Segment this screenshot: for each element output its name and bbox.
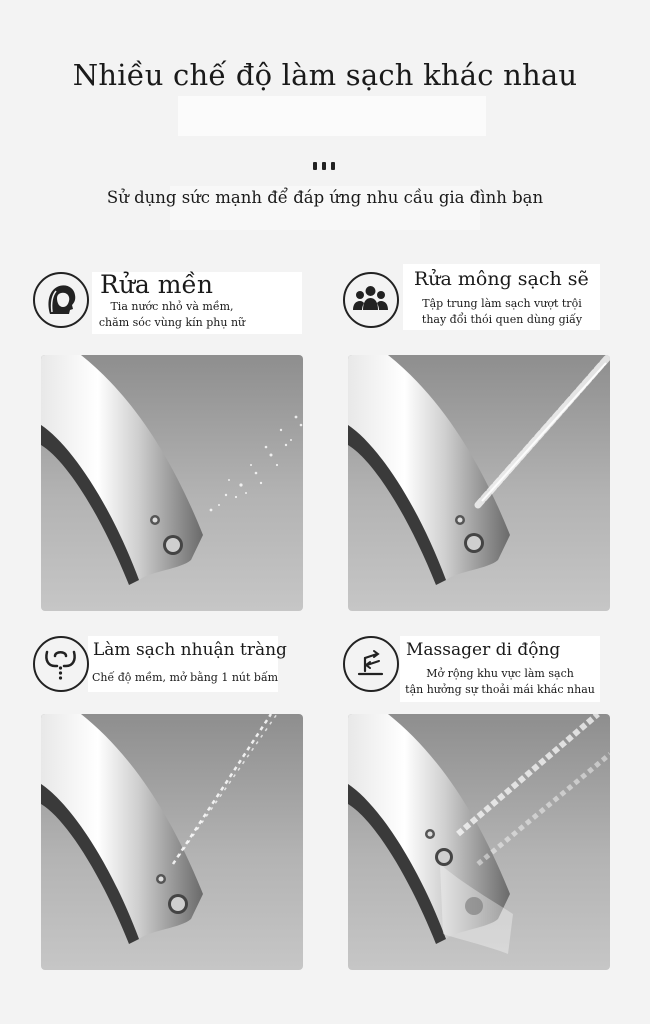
page-title: Nhiều chế độ làm sạch khác nhau (72, 58, 578, 92)
colon-icon (33, 636, 89, 692)
mode-description-line: tận hưởng sự thoải mái khác nhau (405, 683, 595, 696)
mode-title: Rửa mông sạch sẽ (414, 268, 589, 290)
page-subtitle: Sử dụng sức mạnh để đáp ứng nhu cầu gia đình bạn (106, 188, 544, 207)
family-group-icon (343, 272, 399, 328)
mode-description-line: chăm sóc vùng kín phụ nữ (98, 316, 246, 329)
mode-description-line: Mở rộng khu vực làm sạch (426, 667, 574, 680)
faucet-oscillating-spray-photo (348, 714, 610, 970)
faucet-pulse-stream-photo (41, 714, 303, 970)
mode-title: Massager di động (406, 640, 561, 660)
mode-description-line: Tia nước nhỏ và mềm, (110, 300, 234, 313)
mode-title: Làm sạch nhuận tràng (93, 640, 287, 660)
mode-title: Rửa mền (100, 270, 213, 299)
faucet-strong-spray-photo (348, 355, 610, 611)
title-backdrop (178, 96, 486, 136)
mode-description-line: Chế độ mềm, mở bằng 1 nút bấm (92, 671, 279, 684)
faucet-soft-spray-photo (41, 355, 303, 611)
mode-description-line: Tập trung làm sạch vượt trội (422, 297, 582, 310)
mode-description-line: thay đổi thói quen dùng giấy (421, 313, 583, 326)
oscillating-massage-icon (343, 636, 399, 692)
woman-face-icon (33, 272, 89, 328)
divider-dots (313, 155, 343, 165)
